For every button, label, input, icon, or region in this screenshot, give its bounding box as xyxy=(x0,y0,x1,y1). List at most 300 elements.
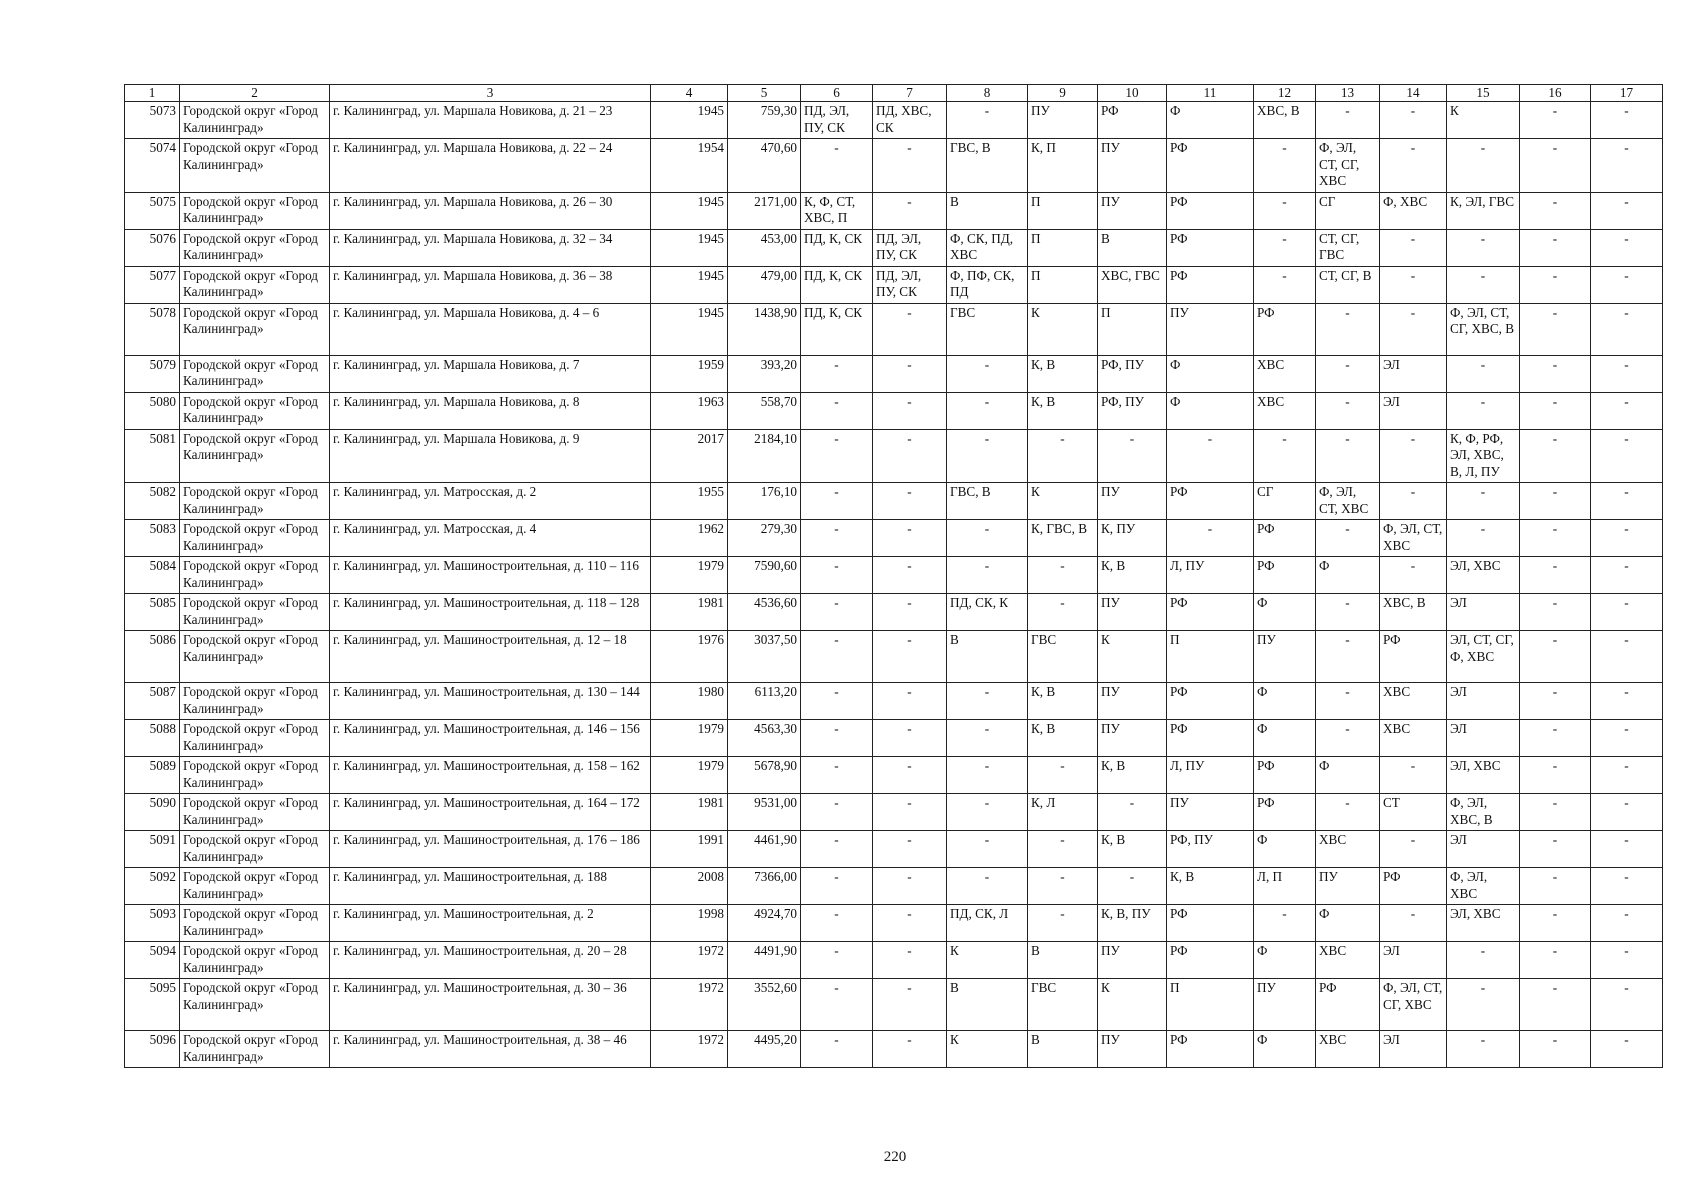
cell-col-5: 6113,20 xyxy=(728,683,801,720)
cell-col-3: г. Калининград, ул. Машиностроительная, д. 146 – 156 xyxy=(330,720,651,757)
cell-col-12: РФ xyxy=(1254,794,1316,831)
header-row xyxy=(125,85,1663,102)
cell-col-9: К, П xyxy=(1028,139,1098,193)
cell-col-16: - xyxy=(1520,594,1591,631)
cell-col-6: - xyxy=(801,757,873,794)
cell-col-4: 1979 xyxy=(651,757,728,794)
cell-col-13: - xyxy=(1316,355,1380,392)
column-header-13: 13 xyxy=(1316,85,1380,102)
cell-col-3: г. Калининград, ул. Матросская, д. 4 xyxy=(330,520,651,557)
cell-col-17: - xyxy=(1591,392,1663,429)
cell-col-4: 1945 xyxy=(651,102,728,139)
cell-col-10: К, ПУ xyxy=(1098,520,1167,557)
cell-col-2: Городской округ «Город Калининград» xyxy=(180,905,330,942)
cell-col-17: - xyxy=(1591,631,1663,683)
cell-col-10: - xyxy=(1098,429,1167,483)
cell-col-12: Ф xyxy=(1254,720,1316,757)
cell-col-12: СГ xyxy=(1254,483,1316,520)
cell-col-17: - xyxy=(1591,557,1663,594)
cell-col-11: РФ xyxy=(1167,266,1254,303)
cell-col-5: 2171,00 xyxy=(728,192,801,229)
column-header-16: 16 xyxy=(1520,85,1591,102)
cell-col-7: - xyxy=(873,192,947,229)
cell-col-9: К xyxy=(1028,303,1098,355)
column-header-8: 8 xyxy=(947,85,1028,102)
cell-col-10: ПУ xyxy=(1098,139,1167,193)
cell-col-5: 470,60 xyxy=(728,139,801,193)
cell-col-9: - xyxy=(1028,868,1098,905)
cell-col-15: К, ЭЛ, ГВС xyxy=(1447,192,1520,229)
cell-col-2: Городской округ «Город Калининград» xyxy=(180,139,330,193)
cell-col-8: - xyxy=(947,355,1028,392)
cell-col-11: ПУ xyxy=(1167,794,1254,831)
cell-col-14: Ф, ХВС xyxy=(1380,192,1447,229)
table-row xyxy=(125,631,1663,683)
cell-col-1: 5079 xyxy=(125,355,180,392)
cell-col-10: - xyxy=(1098,868,1167,905)
cell-col-4: 1955 xyxy=(651,483,728,520)
cell-col-12: ПУ xyxy=(1254,631,1316,683)
cell-col-15: Ф, ЭЛ, СТ, СГ, ХВС, В xyxy=(1447,303,1520,355)
cell-col-9: П xyxy=(1028,229,1098,266)
cell-col-1: 5080 xyxy=(125,392,180,429)
cell-col-14: РФ xyxy=(1380,868,1447,905)
cell-col-8: - xyxy=(947,794,1028,831)
cell-col-1: 5096 xyxy=(125,1031,180,1068)
cell-col-10: ПУ xyxy=(1098,720,1167,757)
cell-col-17: - xyxy=(1591,757,1663,794)
cell-col-14: РФ xyxy=(1380,631,1447,683)
cell-col-6: - xyxy=(801,831,873,868)
cell-col-12: - xyxy=(1254,192,1316,229)
cell-col-17: - xyxy=(1591,594,1663,631)
cell-col-9: П xyxy=(1028,192,1098,229)
cell-col-14: ЭЛ xyxy=(1380,1031,1447,1068)
cell-col-10: ПУ xyxy=(1098,683,1167,720)
cell-col-17: - xyxy=(1591,520,1663,557)
cell-col-16: - xyxy=(1520,720,1591,757)
cell-col-13: РФ xyxy=(1316,979,1380,1031)
cell-col-5: 4536,60 xyxy=(728,594,801,631)
cell-col-9: ГВС xyxy=(1028,979,1098,1031)
cell-col-12: ПУ xyxy=(1254,979,1316,1031)
column-header-2: 2 xyxy=(180,85,330,102)
table-row xyxy=(125,557,1663,594)
cell-col-6: - xyxy=(801,905,873,942)
cell-col-7: - xyxy=(873,868,947,905)
cell-col-14: - xyxy=(1380,905,1447,942)
cell-col-8: Ф, СК, ПД, ХВС xyxy=(947,229,1028,266)
column-header-3: 3 xyxy=(330,85,651,102)
cell-col-1: 5076 xyxy=(125,229,180,266)
cell-col-15: ЭЛ xyxy=(1447,831,1520,868)
table-row xyxy=(125,139,1663,193)
cell-col-16: - xyxy=(1520,392,1591,429)
cell-col-9: - xyxy=(1028,757,1098,794)
cell-col-13: ХВС xyxy=(1316,942,1380,979)
cell-col-10: П xyxy=(1098,303,1167,355)
cell-col-12: Ф xyxy=(1254,683,1316,720)
cell-col-6: - xyxy=(801,483,873,520)
cell-col-12: РФ xyxy=(1254,557,1316,594)
cell-col-10: В xyxy=(1098,229,1167,266)
cell-col-16: - xyxy=(1520,868,1591,905)
cell-col-17: - xyxy=(1591,192,1663,229)
cell-col-11: РФ xyxy=(1167,683,1254,720)
cell-col-11: РФ xyxy=(1167,942,1254,979)
cell-col-10: ХВС, ГВС xyxy=(1098,266,1167,303)
cell-col-4: 1963 xyxy=(651,392,728,429)
cell-col-13: - xyxy=(1316,520,1380,557)
cell-col-5: 479,00 xyxy=(728,266,801,303)
cell-col-16: - xyxy=(1520,139,1591,193)
cell-col-12: ХВС xyxy=(1254,392,1316,429)
cell-col-1: 5092 xyxy=(125,868,180,905)
cell-col-8: К xyxy=(947,942,1028,979)
cell-col-1: 5090 xyxy=(125,794,180,831)
cell-col-4: 1979 xyxy=(651,557,728,594)
cell-col-11: РФ xyxy=(1167,483,1254,520)
cell-col-15: ЭЛ xyxy=(1447,594,1520,631)
cell-col-15: ЭЛ, ХВС xyxy=(1447,757,1520,794)
table-row xyxy=(125,757,1663,794)
cell-col-14: ХВС xyxy=(1380,683,1447,720)
cell-col-15: - xyxy=(1447,266,1520,303)
cell-col-16: - xyxy=(1520,757,1591,794)
register-table xyxy=(124,84,1663,1068)
cell-col-1: 5094 xyxy=(125,942,180,979)
cell-col-2: Городской округ «Город Калининград» xyxy=(180,192,330,229)
cell-col-14: - xyxy=(1380,303,1447,355)
cell-col-4: 1945 xyxy=(651,303,728,355)
cell-col-5: 176,10 xyxy=(728,483,801,520)
cell-col-2: Городской округ «Город Калининград» xyxy=(180,520,330,557)
cell-col-16: - xyxy=(1520,229,1591,266)
cell-col-12: Ф xyxy=(1254,594,1316,631)
cell-col-3: г. Калининград, ул. Маршала Новикова, д. 21 – 23 xyxy=(330,102,651,139)
cell-col-3: г. Калининград, ул. Маршала Новикова, д. 4 – 6 xyxy=(330,303,651,355)
cell-col-12: РФ xyxy=(1254,757,1316,794)
cell-col-17: - xyxy=(1591,979,1663,1031)
cell-col-17: - xyxy=(1591,303,1663,355)
cell-col-6: - xyxy=(801,355,873,392)
table-row xyxy=(125,979,1663,1031)
cell-col-13: - xyxy=(1316,794,1380,831)
cell-col-12: - xyxy=(1254,429,1316,483)
cell-col-14: - xyxy=(1380,139,1447,193)
cell-col-1: 5093 xyxy=(125,905,180,942)
cell-col-5: 4491,90 xyxy=(728,942,801,979)
cell-col-17: - xyxy=(1591,942,1663,979)
cell-col-8: ПД, СК, Л xyxy=(947,905,1028,942)
column-header-9: 9 xyxy=(1028,85,1098,102)
cell-col-7: - xyxy=(873,303,947,355)
cell-col-10: К, В, ПУ xyxy=(1098,905,1167,942)
cell-col-1: 5089 xyxy=(125,757,180,794)
cell-col-5: 7590,60 xyxy=(728,557,801,594)
cell-col-3: г. Калининград, ул. Машиностроительная, д. 164 – 172 xyxy=(330,794,651,831)
cell-col-1: 5084 xyxy=(125,557,180,594)
cell-col-1: 5078 xyxy=(125,303,180,355)
cell-col-6: ПД, К, СК xyxy=(801,266,873,303)
cell-col-7: - xyxy=(873,979,947,1031)
cell-col-2: Городской округ «Город Калининград» xyxy=(180,794,330,831)
cell-col-16: - xyxy=(1520,794,1591,831)
cell-col-10: РФ, ПУ xyxy=(1098,392,1167,429)
cell-col-16: - xyxy=(1520,905,1591,942)
cell-col-7: ПД, ЭЛ, ПУ, СК xyxy=(873,266,947,303)
cell-col-14: ХВС, В xyxy=(1380,594,1447,631)
cell-col-8: ГВС xyxy=(947,303,1028,355)
cell-col-4: 1972 xyxy=(651,979,728,1031)
cell-col-4: 1962 xyxy=(651,520,728,557)
cell-col-12: - xyxy=(1254,139,1316,193)
cell-col-15: - xyxy=(1447,355,1520,392)
cell-col-3: г. Калининград, ул. Машиностроительная, д. 38 – 46 xyxy=(330,1031,651,1068)
cell-col-15: - xyxy=(1447,942,1520,979)
cell-col-12: Л, П xyxy=(1254,868,1316,905)
cell-col-3: г. Калининград, ул. Машиностроительная, д. 130 – 144 xyxy=(330,683,651,720)
cell-col-5: 4495,20 xyxy=(728,1031,801,1068)
cell-col-4: 1976 xyxy=(651,631,728,683)
cell-col-7: - xyxy=(873,483,947,520)
cell-col-13: Ф xyxy=(1316,757,1380,794)
cell-col-11: К, В xyxy=(1167,868,1254,905)
cell-col-13: СТ, СГ, ГВС xyxy=(1316,229,1380,266)
cell-col-9: К, В xyxy=(1028,355,1098,392)
cell-col-9: - xyxy=(1028,557,1098,594)
cell-col-1: 5087 xyxy=(125,683,180,720)
table-row xyxy=(125,594,1663,631)
cell-col-4: 1991 xyxy=(651,831,728,868)
cell-col-16: - xyxy=(1520,429,1591,483)
cell-col-8: В xyxy=(947,979,1028,1031)
cell-col-10: К, В xyxy=(1098,831,1167,868)
column-header-6: 6 xyxy=(801,85,873,102)
cell-col-17: - xyxy=(1591,683,1663,720)
table-row xyxy=(125,905,1663,942)
cell-col-5: 5678,90 xyxy=(728,757,801,794)
cell-col-8: ГВС, В xyxy=(947,483,1028,520)
cell-col-3: г. Калининград, ул. Матросская, д. 2 xyxy=(330,483,651,520)
cell-col-8: В xyxy=(947,631,1028,683)
cell-col-2: Городской округ «Город Калининград» xyxy=(180,483,330,520)
column-header-7: 7 xyxy=(873,85,947,102)
cell-col-8: ПД, СК, К xyxy=(947,594,1028,631)
cell-col-1: 5091 xyxy=(125,831,180,868)
cell-col-5: 453,00 xyxy=(728,229,801,266)
cell-col-5: 1438,90 xyxy=(728,303,801,355)
table-row xyxy=(125,266,1663,303)
cell-col-17: - xyxy=(1591,483,1663,520)
cell-col-10: РФ, ПУ xyxy=(1098,355,1167,392)
cell-col-9: ПУ xyxy=(1028,102,1098,139)
cell-col-3: г. Калининград, ул. Машиностроительная, д. 20 – 28 xyxy=(330,942,651,979)
cell-col-12: ХВС xyxy=(1254,355,1316,392)
cell-col-5: 279,30 xyxy=(728,520,801,557)
cell-col-2: Городской округ «Город Калининград» xyxy=(180,720,330,757)
cell-col-4: 1972 xyxy=(651,942,728,979)
table-row xyxy=(125,355,1663,392)
cell-col-6: - xyxy=(801,720,873,757)
cell-col-10: К, В xyxy=(1098,757,1167,794)
cell-col-6: - xyxy=(801,683,873,720)
cell-col-3: г. Калининград, ул. Маршала Новикова, д. 7 xyxy=(330,355,651,392)
cell-col-4: 1979 xyxy=(651,720,728,757)
cell-col-9: - xyxy=(1028,831,1098,868)
cell-col-8: - xyxy=(947,429,1028,483)
cell-col-16: - xyxy=(1520,979,1591,1031)
cell-col-3: г. Калининград, ул. Машиностроительная, д. 118 – 128 xyxy=(330,594,651,631)
cell-col-2: Городской округ «Город Калининград» xyxy=(180,942,330,979)
cell-col-5: 3037,50 xyxy=(728,631,801,683)
table-row xyxy=(125,483,1663,520)
cell-col-13: ПУ xyxy=(1316,868,1380,905)
cell-col-8: - xyxy=(947,392,1028,429)
cell-col-7: - xyxy=(873,720,947,757)
cell-col-10: К xyxy=(1098,631,1167,683)
cell-col-15: Ф, ЭЛ, ХВС, В xyxy=(1447,794,1520,831)
cell-col-4: 2008 xyxy=(651,868,728,905)
cell-col-2: Городской округ «Город Калининград» xyxy=(180,868,330,905)
cell-col-6: ПД, К, СК xyxy=(801,303,873,355)
cell-col-16: - xyxy=(1520,192,1591,229)
cell-col-10: РФ xyxy=(1098,102,1167,139)
cell-col-2: Городской округ «Город Калининград» xyxy=(180,557,330,594)
cell-col-10: ПУ xyxy=(1098,192,1167,229)
cell-col-15: - xyxy=(1447,979,1520,1031)
cell-col-2: Городской округ «Город Калининград» xyxy=(180,979,330,1031)
cell-col-6: - xyxy=(801,794,873,831)
cell-col-8: - xyxy=(947,683,1028,720)
cell-col-5: 7366,00 xyxy=(728,868,801,905)
cell-col-11: Ф xyxy=(1167,392,1254,429)
cell-col-13: - xyxy=(1316,631,1380,683)
cell-col-5: 4563,30 xyxy=(728,720,801,757)
cell-col-13: - xyxy=(1316,594,1380,631)
cell-col-4: 1945 xyxy=(651,192,728,229)
cell-col-7: - xyxy=(873,942,947,979)
cell-col-8: - xyxy=(947,757,1028,794)
cell-col-10: - xyxy=(1098,794,1167,831)
cell-col-6: - xyxy=(801,942,873,979)
cell-col-16: - xyxy=(1520,831,1591,868)
cell-col-8: - xyxy=(947,557,1028,594)
cell-col-14: - xyxy=(1380,831,1447,868)
column-header-10: 10 xyxy=(1098,85,1167,102)
cell-col-4: 1998 xyxy=(651,905,728,942)
cell-col-7: - xyxy=(873,139,947,193)
cell-col-1: 5083 xyxy=(125,520,180,557)
cell-col-5: 2184,10 xyxy=(728,429,801,483)
cell-col-3: г. Калининград, ул. Машиностроительная, д. 188 xyxy=(330,868,651,905)
cell-col-13: - xyxy=(1316,429,1380,483)
cell-col-13: - xyxy=(1316,392,1380,429)
column-header-14: 14 xyxy=(1380,85,1447,102)
cell-col-4: 1945 xyxy=(651,229,728,266)
cell-col-13: - xyxy=(1316,720,1380,757)
cell-col-12: - xyxy=(1254,266,1316,303)
cell-col-15: - xyxy=(1447,1031,1520,1068)
cell-col-7: - xyxy=(873,757,947,794)
cell-col-11: - xyxy=(1167,520,1254,557)
cell-col-9: К, ГВС, В xyxy=(1028,520,1098,557)
cell-col-13: - xyxy=(1316,102,1380,139)
cell-col-6: - xyxy=(801,139,873,193)
cell-col-7: - xyxy=(873,520,947,557)
cell-col-14: - xyxy=(1380,557,1447,594)
column-header-17: 17 xyxy=(1591,85,1663,102)
cell-col-16: - xyxy=(1520,266,1591,303)
cell-col-10: ПУ xyxy=(1098,483,1167,520)
cell-col-15: ЭЛ xyxy=(1447,720,1520,757)
cell-col-3: г. Калининград, ул. Маршала Новикова, д. 36 – 38 xyxy=(330,266,651,303)
cell-col-17: - xyxy=(1591,831,1663,868)
cell-col-6: ПД, К, СК xyxy=(801,229,873,266)
cell-col-9: - xyxy=(1028,429,1098,483)
cell-col-5: 9531,00 xyxy=(728,794,801,831)
cell-col-13: Ф xyxy=(1316,557,1380,594)
cell-col-5: 4924,70 xyxy=(728,905,801,942)
cell-col-2: Городской округ «Город Калининград» xyxy=(180,757,330,794)
cell-col-1: 5088 xyxy=(125,720,180,757)
cell-col-3: г. Калининград, ул. Машиностроительная, д. 2 xyxy=(330,905,651,942)
cell-col-15: К xyxy=(1447,102,1520,139)
cell-col-17: - xyxy=(1591,266,1663,303)
table-row xyxy=(125,794,1663,831)
cell-col-1: 5074 xyxy=(125,139,180,193)
cell-col-7: - xyxy=(873,831,947,868)
cell-col-3: г. Калининград, ул. Маршала Новикова, д. 32 – 34 xyxy=(330,229,651,266)
cell-col-10: ПУ xyxy=(1098,942,1167,979)
cell-col-4: 1945 xyxy=(651,266,728,303)
cell-col-3: г. Калининград, ул. Маршала Новикова, д. 8 xyxy=(330,392,651,429)
cell-col-17: - xyxy=(1591,102,1663,139)
cell-col-2: Городской округ «Город Калининград» xyxy=(180,102,330,139)
cell-col-3: г. Калининград, ул. Маршала Новикова, д. 9 xyxy=(330,429,651,483)
cell-col-7: - xyxy=(873,557,947,594)
cell-col-11: Ф xyxy=(1167,102,1254,139)
cell-col-15: ЭЛ, ХВС xyxy=(1447,557,1520,594)
cell-col-13: СГ xyxy=(1316,192,1380,229)
cell-col-3: г. Калининград, ул. Машиностроительная, д. 110 – 116 xyxy=(330,557,651,594)
cell-col-14: - xyxy=(1380,266,1447,303)
cell-col-11: Л, ПУ xyxy=(1167,557,1254,594)
cell-col-13: ХВС xyxy=(1316,1031,1380,1068)
cell-col-4: 1980 xyxy=(651,683,728,720)
cell-col-1: 5073 xyxy=(125,102,180,139)
cell-col-6: - xyxy=(801,520,873,557)
cell-col-6: - xyxy=(801,557,873,594)
cell-col-6: - xyxy=(801,594,873,631)
cell-col-6: - xyxy=(801,631,873,683)
column-header-1: 1 xyxy=(125,85,180,102)
cell-col-7: - xyxy=(873,631,947,683)
cell-col-9: П xyxy=(1028,266,1098,303)
cell-col-14: - xyxy=(1380,483,1447,520)
cell-col-17: - xyxy=(1591,1031,1663,1068)
cell-col-14: Ф, ЭЛ, СТ, ХВС xyxy=(1380,520,1447,557)
cell-col-7: - xyxy=(873,355,947,392)
cell-col-11: РФ xyxy=(1167,594,1254,631)
cell-col-3: г. Калининград, ул. Машиностроительная, д. 30 – 36 xyxy=(330,979,651,1031)
column-header-15: 15 xyxy=(1447,85,1520,102)
cell-col-1: 5086 xyxy=(125,631,180,683)
cell-col-15: К, Ф, РФ, ЭЛ, ХВС, В, Л, ПУ xyxy=(1447,429,1520,483)
cell-col-5: 3552,60 xyxy=(728,979,801,1031)
table-row xyxy=(125,942,1663,979)
cell-col-2: Городской округ «Город Калининград» xyxy=(180,594,330,631)
